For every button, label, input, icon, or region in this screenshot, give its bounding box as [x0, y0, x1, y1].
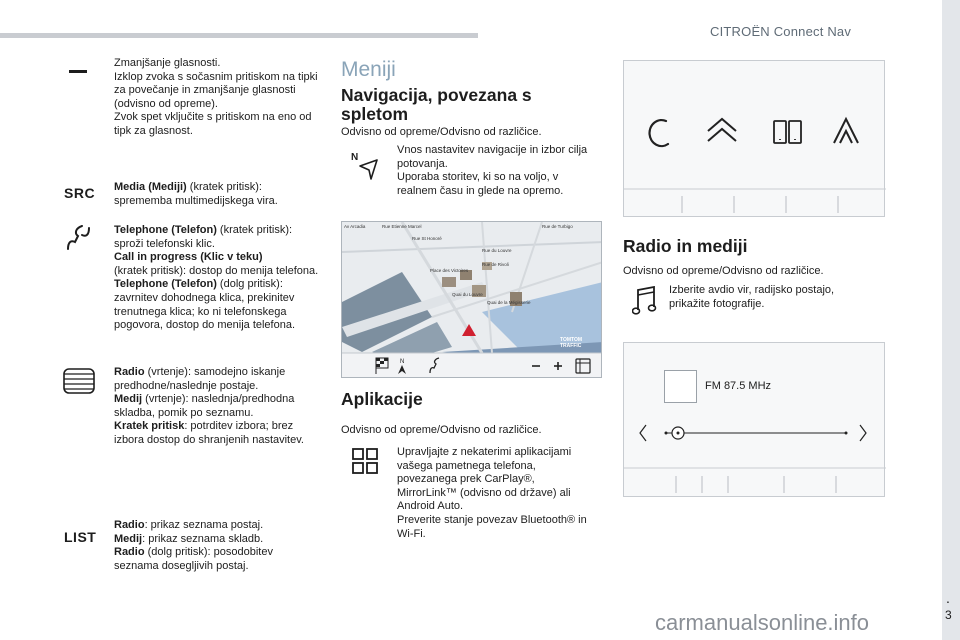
phone-bold-3: Telephone (Telefon): [114, 278, 217, 291]
phone-bold-2: Call in progress (Klic v teku): [114, 251, 263, 264]
next-chevron-icon: [860, 425, 866, 441]
navigation-map-screen: [341, 221, 602, 378]
top-rule: [0, 33, 478, 38]
citroen-chevron-icon: [708, 119, 736, 141]
radio-screen: [623, 342, 885, 497]
radio-knob-text: [114, 366, 324, 448]
map-street-label-7: Rue Etienne Marcel: [382, 224, 422, 229]
carplay-icon: [650, 120, 668, 146]
list-text-3: (dolg pritisk): posodobitev seznama dosegljivih postaj.: [114, 546, 273, 572]
page-side-strip: [942, 0, 960, 640]
svg-text:N: N: [351, 152, 359, 163]
radio-bold-2: Medij: [114, 393, 143, 406]
mirrorlink-icon: [774, 121, 801, 143]
phone-text-1: (kratek pritisk): sproži telefonski klic.: [114, 224, 293, 250]
section-title: Meniji: [341, 58, 396, 81]
station-artwork: [664, 370, 697, 403]
radio-text-3: : potrditev izbora; brez izbora dostop do shranjenih nastavitev.: [114, 420, 304, 446]
destination-flag-icon: [376, 358, 388, 374]
apps-title: Aplikacije: [341, 389, 423, 409]
music-note-icon: [632, 286, 658, 316]
radio-bold-1: Radio: [114, 366, 145, 378]
map-street-label-4: Rue du Louvre: [482, 248, 512, 253]
nav-text: Vnos nastavitev navigacije in izbor cilja potovanja. Uporaba storitev, ki so na voljo, v realnem času in glede na opremo.: [397, 144, 588, 197]
radio-media-text: Izberite avdio vir, radijsko postajo, prikažite fotografije.: [669, 284, 835, 310]
src-bold: Media (Mediji): [114, 181, 187, 193]
src-desc: (kratek pritisk): sprememba multimedijskega vira.: [114, 181, 278, 207]
nav-subtitle: Odvisno od opreme/Odvisno od različice.: [341, 126, 542, 138]
fm-frequency-label: FM 87.5 MHz: [705, 380, 772, 392]
apps-subtitle: Odvisno od opreme/Odvisno od različice.: [341, 424, 542, 436]
tomtom-traffic-label: TOMTOM TRAFFIC: [560, 337, 583, 349]
phone-text-3: (dolg pritisk): zavrnitev dohodnega klica, prekinitev trenutnega klica; ko ni telefonskega pogovora, dostop do menija telefona.: [114, 278, 296, 332]
list-text-1: : prikaz seznama postaj.: [144, 519, 264, 531]
rotary-knob-icon: [62, 366, 96, 396]
apps-grid-icon: [352, 448, 378, 474]
radio-controls: [624, 413, 886, 498]
zoom-in-icon: [554, 362, 562, 370]
phone-text-2: (kratek pritisk): dostop do menija telefona.: [114, 264, 319, 277]
src-key-label: SRC: [64, 185, 96, 201]
map-toolbar: [342, 353, 602, 378]
list-bold-2: Medij: [114, 532, 143, 545]
map-street-label-1: Av Arcadia: [344, 224, 366, 229]
map-menu-icon: [576, 359, 590, 373]
list-bold-1: Radio: [114, 519, 145, 531]
radio-bold-3: Kratek pritisk: [114, 420, 185, 433]
page-number: 3: [945, 608, 952, 622]
page-header: CITROËN Connect Nav: [710, 24, 852, 39]
volume-text: Zmanjšanje glasnosti. Izklop zvoka s sočasnim pritiskom na tipki za povečanje in zmanjšanje glasnosti (odvisno od opreme). Zvok spet vključite s pritiskom na eno od tipk za glasnost.: [114, 57, 318, 137]
radio-media-subtitle: Odvisno od opreme/Odvisno od različice.: [623, 265, 824, 277]
svg-text:N: N: [400, 359, 405, 365]
nav-title: Navigacija, povezana s spletom: [341, 85, 532, 124]
map-street-label-9: Quai de la Mégisserie: [487, 300, 531, 305]
volume-minus-icon: [69, 70, 87, 73]
list-text-2: : prikaz seznama skladb.: [142, 532, 264, 545]
apps-text: Upravljajte z nekaterimi aplikacijami vašega pametnega telefona, povezanega prek CarPlay®, MirrorLink™ (odvisno od države) ali Android Auto. Preverite stanje povezav Bluetooth® in Wi-Fi.: [397, 446, 587, 540]
list-text: [114, 519, 319, 573]
radio-text-2: (vrtenje): naslednja/predhodna skladba, pomik po seznamu.: [114, 393, 295, 419]
list-key-label: LIST: [64, 529, 97, 545]
phone-text: [114, 224, 319, 333]
phone-bold-1: Telephone (Telefon): [114, 224, 217, 236]
footer-dot: .: [946, 590, 950, 606]
map-street-label-6: Rue de Rivoli: [482, 262, 509, 267]
map-street-label-3: Rue de Turbigo: [542, 224, 573, 229]
compass-icon: [398, 359, 406, 374]
radio-media-title: Radio in mediji: [623, 236, 748, 256]
android-auto-icon: [834, 119, 858, 143]
map-street-label-8: Quai du Louvre: [452, 292, 483, 297]
radio-text-1: (vrtenje): samodejno iskanje predhodne/naslednje postaje.: [114, 366, 286, 392]
list-bold-3: Radio: [114, 546, 145, 559]
src-text: [114, 181, 319, 208]
navigation-arrow-icon: [350, 150, 380, 182]
apps-screen-graphic: [624, 61, 886, 218]
phone-icon: [62, 222, 96, 256]
map-street-label-2: Rue St Honoré: [412, 236, 442, 241]
map-street-label-5: Place des Victoires: [430, 268, 469, 273]
watermark: carmanualsonline.info: [655, 610, 870, 635]
map-phone-icon: [430, 358, 439, 373]
apps-screen: [623, 60, 885, 217]
previous-chevron-icon: [640, 425, 646, 441]
